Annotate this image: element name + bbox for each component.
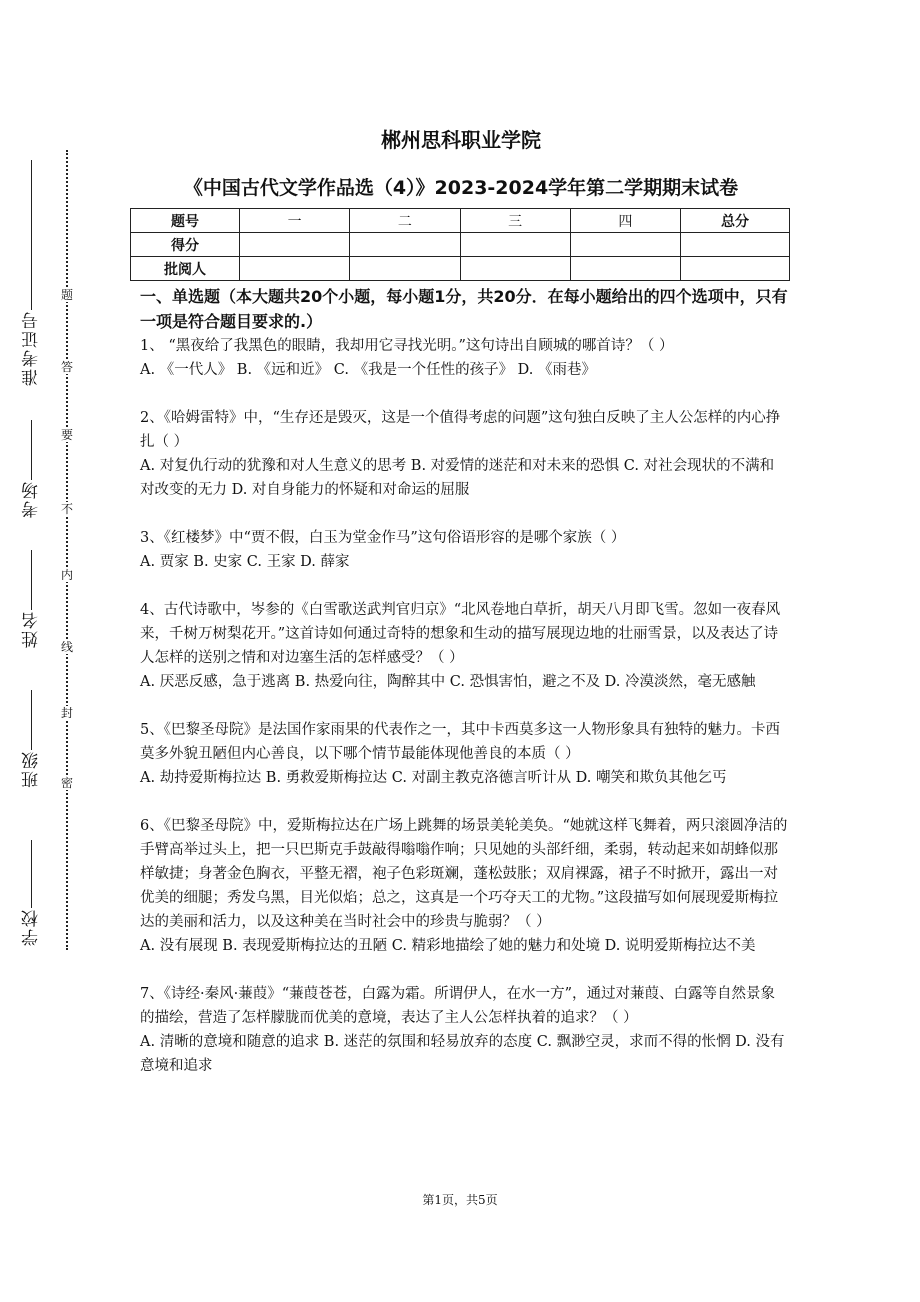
binding-margin bbox=[0, 150, 80, 950]
score-col-header: 二 bbox=[350, 209, 460, 233]
question-options: A. 清晰的意境和随意的追求 B. 迷茫的氛围和轻易放弃的态度 C. 飘渺空灵，求而不得的怅惘 D. 没有意境和追求 bbox=[140, 1034, 785, 1074]
name-line bbox=[31, 550, 32, 610]
question-6 bbox=[140, 814, 788, 958]
exam-number-label: 准考证号 bbox=[21, 310, 42, 386]
school-label: 学校 bbox=[21, 908, 42, 946]
score-cell[interactable] bbox=[681, 233, 790, 257]
score-col-header: 题号 bbox=[131, 209, 240, 233]
score-row-label: 得分 bbox=[131, 233, 240, 257]
question-stem: 5、《巴黎圣母院》是法国作家雨果的代表作之一，其中卡西莫多这一人物形象具有独特的魅力。卡西莫多外貌丑陋但内心善良，以下哪个情节最能体现他善良的本质（ ） bbox=[140, 722, 780, 762]
school-line bbox=[31, 840, 32, 908]
question-options: A. 劫持爱斯梅拉达 B. 勇救爱斯梅拉达 C. 对副主教克洛德言听计从 D. 嘲笑和欺负其他乞丐 bbox=[140, 770, 727, 786]
class-line bbox=[31, 690, 32, 750]
question-stem: 1、 “黑夜给了我黑色的眼睛，我却用它寻找光明。”这句诗出自顾城的哪首诗？（ ） bbox=[140, 338, 674, 354]
question-options: A. 贾家 B. 史家 C. 王家 D. 薛家 bbox=[140, 554, 350, 570]
seal-word: 要 bbox=[58, 428, 76, 442]
exam-title: 《中国古代文学作品选（4）》2023-2024学年第二学期期末试卷 bbox=[183, 177, 739, 199]
section-heading: 一、单选题（本大题共20个小题，每小题1分，共20分．在每小题给出的四个选项中，只有一项是符合题目要求的.） bbox=[140, 287, 788, 331]
exam-room-field[interactable] bbox=[18, 420, 44, 518]
score-cell[interactable] bbox=[240, 233, 350, 257]
school-field[interactable] bbox=[18, 840, 44, 946]
grader-cell[interactable] bbox=[350, 257, 460, 281]
seal-word: 题 bbox=[58, 288, 76, 302]
seal-dotted-line bbox=[66, 150, 68, 950]
question-options: A. 对复仇行动的犹豫和对人生意义的思考 B. 对爱情的迷茫和对未来的恐惧 C. 对社会现状的不满和对改变的无力 D. 对自身能力的怀疑和对命运的屈服 bbox=[140, 458, 775, 498]
grader-cell[interactable] bbox=[681, 257, 790, 281]
grader-cell[interactable] bbox=[460, 257, 570, 281]
score-cell[interactable] bbox=[460, 233, 570, 257]
exam-content bbox=[140, 284, 788, 1078]
score-col-header: 一 bbox=[240, 209, 350, 233]
seal-word: 内 bbox=[58, 568, 76, 582]
question-1 bbox=[140, 334, 788, 382]
question-options: A. 《一代人》 B. 《远和近》 C. 《我是一个任性的孩子》 D. 《雨巷》 bbox=[140, 362, 597, 378]
score-col-header: 四 bbox=[570, 209, 680, 233]
question-stem: 3、《红楼梦》中“贾不假，白玉为堂金作马”这句俗语形容的是哪个家族（ ） bbox=[140, 530, 626, 546]
question-options: A. 没有展现 B. 表现爱斯梅拉达的丑陋 C. 精彩地描绘了她的魅力和处境 D. 说明爱斯梅拉达不美 bbox=[140, 938, 756, 954]
page-footer: 第1页，共5页 bbox=[422, 1193, 498, 1207]
grader-row bbox=[131, 257, 790, 281]
score-col-header: 总分 bbox=[681, 209, 790, 233]
seal-word: 线 bbox=[58, 640, 76, 654]
exam-number-field[interactable] bbox=[18, 160, 44, 386]
score-table-header-row bbox=[131, 209, 790, 233]
name-field[interactable] bbox=[18, 550, 44, 648]
score-col-header: 三 bbox=[460, 209, 570, 233]
exam-room-line bbox=[31, 420, 32, 480]
grader-row-label: 批阅人 bbox=[131, 257, 240, 281]
seal-word: 密 bbox=[58, 776, 76, 790]
question-stem: 4、古代诗歌中，岑参的《白雪歌送武判官归京》“北风卷地白草折，胡天八月即飞雪。忽如一夜春风来，千树万树梨花开。”这首诗如何通过奇特的想象和生动的描写展现边地的壮丽雪景，以及表达了诗人怎样的送别之情和对边塞生活的怎样感受？（ ） bbox=[140, 602, 781, 666]
school-name: 郴州思科职业学院 bbox=[381, 128, 541, 152]
grader-cell[interactable] bbox=[240, 257, 350, 281]
name-label: 姓名 bbox=[21, 610, 42, 648]
question-2 bbox=[140, 406, 788, 502]
seal-word: 不 bbox=[58, 502, 76, 516]
score-table bbox=[130, 208, 790, 281]
score-cell[interactable] bbox=[350, 233, 460, 257]
grader-cell[interactable] bbox=[570, 257, 680, 281]
score-row bbox=[131, 233, 790, 257]
question-7 bbox=[140, 982, 788, 1078]
exam-room-label: 考场 bbox=[21, 480, 42, 518]
question-stem: 2、《哈姆雷特》中，“生存还是毁灭，这是一个值得考虑的问题”这句独白反映了主人公怎样的内心挣扎（ ） bbox=[140, 410, 781, 450]
score-cell[interactable] bbox=[570, 233, 680, 257]
class-field[interactable] bbox=[18, 690, 44, 788]
question-5 bbox=[140, 718, 788, 790]
question-stem: 6、《巴黎圣母院》中，爱斯梅拉达在广场上跳舞的场景美轮美奂。“她就这样飞舞着，两只滚圆净洁的手臂高举过头上，把一只巴斯克手鼓敲得嗡嗡作响；只见她的头部纤细，柔弱，转动起来如胡蜂似那样敏捷；身著金色胸衣，平整无褶，袍子色彩斑斓，蓬松鼓胀；双肩裸露，裙子不时掀开，露出一对优美的细腿；秀发乌黑，目光似焰；总之，这真是一个巧夺天工的尤物。”这段描写如何展现爱斯梅拉达的美丽和活力，以及这种美在当时社会中的珍贵与脆弱？（ ） bbox=[140, 818, 788, 930]
question-stem: 7、《诗经·秦风·蒹葭》“蒹葭苍苍，白露为霜。所谓伊人，在水一方”，通过对蒹葭、白露等自然景象的描绘，营造了怎样朦胧而优美的意境，表达了主人公怎样执着的追求？（ ） bbox=[140, 986, 776, 1026]
class-label: 班级 bbox=[21, 750, 42, 788]
seal-word: 封 bbox=[58, 706, 76, 720]
question-4 bbox=[140, 598, 788, 694]
question-options: A. 厌恶反感，急于逃离 B. 热爱向往，陶醉其中 C. 恐惧害怕，避之不及 D. 冷漠淡然，毫无感触 bbox=[140, 674, 756, 690]
exam-number-line bbox=[31, 160, 32, 310]
seal-word: 答 bbox=[58, 360, 76, 374]
question-3 bbox=[140, 526, 788, 574]
